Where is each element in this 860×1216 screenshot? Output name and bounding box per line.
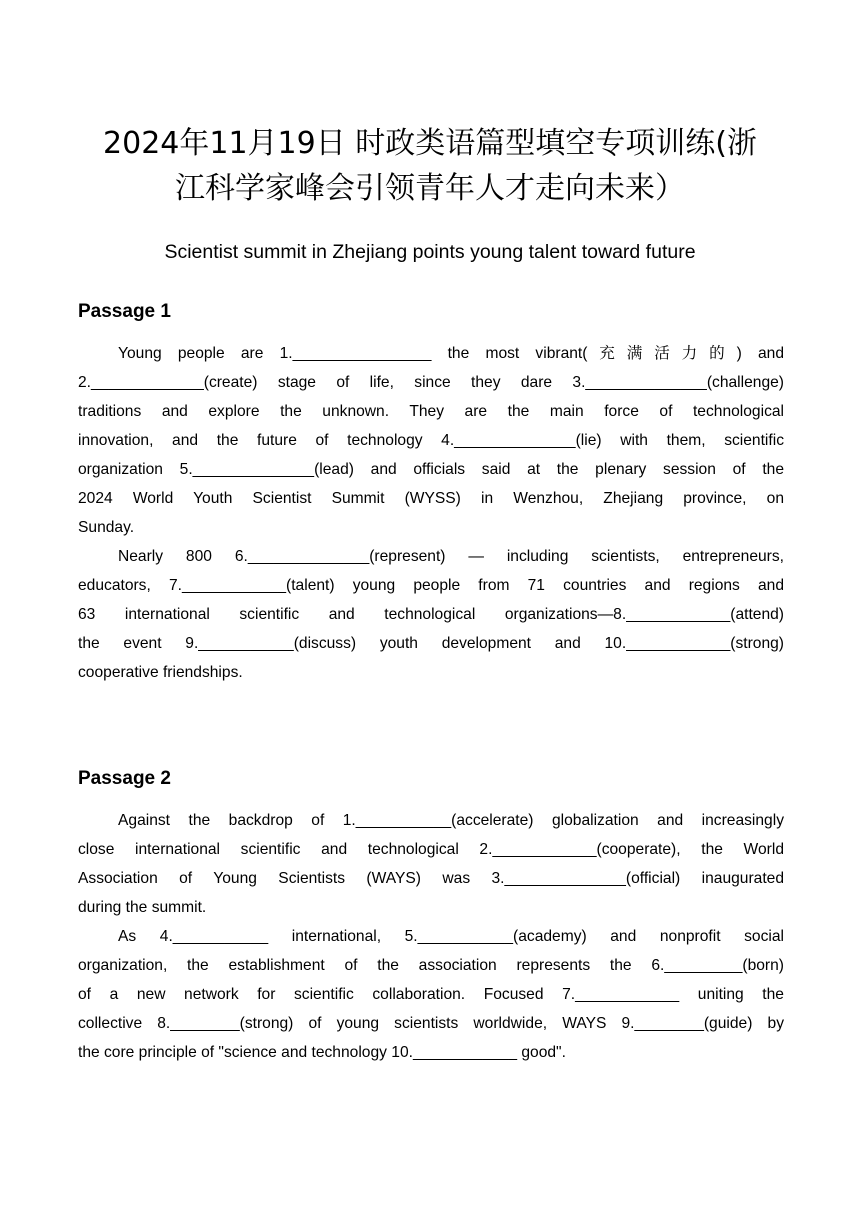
passage-2-line: close international scientific and technological 2.____________(cooperate), the World	[78, 841, 784, 858]
passage-1-line: Young people are 1.________________ the most vibrant(充满活力的) and	[118, 345, 784, 362]
passage-1-line: organization 5.______________(lead) and officials said at the plenary session of the	[78, 461, 784, 478]
passage-1-line: 2024 World Youth Scientist Summit (WYSS) in Wenzhou, Zhejiang province, on	[78, 490, 784, 507]
main-title-line-1: 2024年11月19日 时政类语篇型填空专项训练(浙	[103, 126, 757, 161]
passage-2-heading: Passage 2	[78, 768, 171, 789]
passage-2-line: during the summit.	[78, 899, 207, 916]
passage-1-line: Sunday.	[78, 519, 135, 536]
passage-1-line: innovation, and the future of technology 4.______________(lie) with them, scientific	[78, 432, 784, 449]
passage-2-line: organization, the establishment of the association represents the 6._________(born)	[78, 957, 784, 974]
passage-1-line: 63 international scientific and technological organizations—8.____________(attend)	[78, 606, 784, 623]
passage-1-line: Nearly 800 6.______________(represent) — including scientists, entrepreneurs,	[118, 548, 784, 565]
passage-2-line: Association of Young Scientists (WAYS) was 3.______________(official) inaugurated	[78, 870, 784, 887]
english-subtitle: Scientist summit in Zhejiang points young talent toward future	[164, 241, 696, 263]
passage-2-line: Against the backdrop of 1.___________(accelerate) globalization and increasingly	[118, 812, 784, 829]
passage-2-line: of a new network for scientific collaboration. Focused 7.____________ uniting the	[78, 986, 784, 1003]
passage-1-line: the event 9.___________(discuss) youth development and 10.____________(strong)	[78, 635, 784, 652]
passage-1-line: educators, 7.____________(talent) young people from 71 countries and regions and	[78, 577, 784, 594]
main-title-line-2: 江科学家峰会引领青年人才走向未来）	[175, 171, 685, 206]
passage-2-line: As 4.___________ international, 5.___________(academy) and nonprofit social	[118, 928, 784, 945]
passage-1-line: 2._____________(create) stage of life, since they dare 3.______________(challenge)	[78, 374, 784, 391]
passage-1-line: traditions and explore the unknown. They are the main force of technological	[78, 403, 784, 420]
passage-1-line: cooperative friendships.	[78, 664, 243, 681]
passage-1-heading: Passage 1	[78, 301, 171, 322]
passage-2-line: the core principle of "science and technology 10.____________ good".	[78, 1044, 566, 1061]
passage-2-line: collective 8.________(strong) of young scientists worldwide, WAYS 9.________(guide) by	[78, 1015, 784, 1032]
